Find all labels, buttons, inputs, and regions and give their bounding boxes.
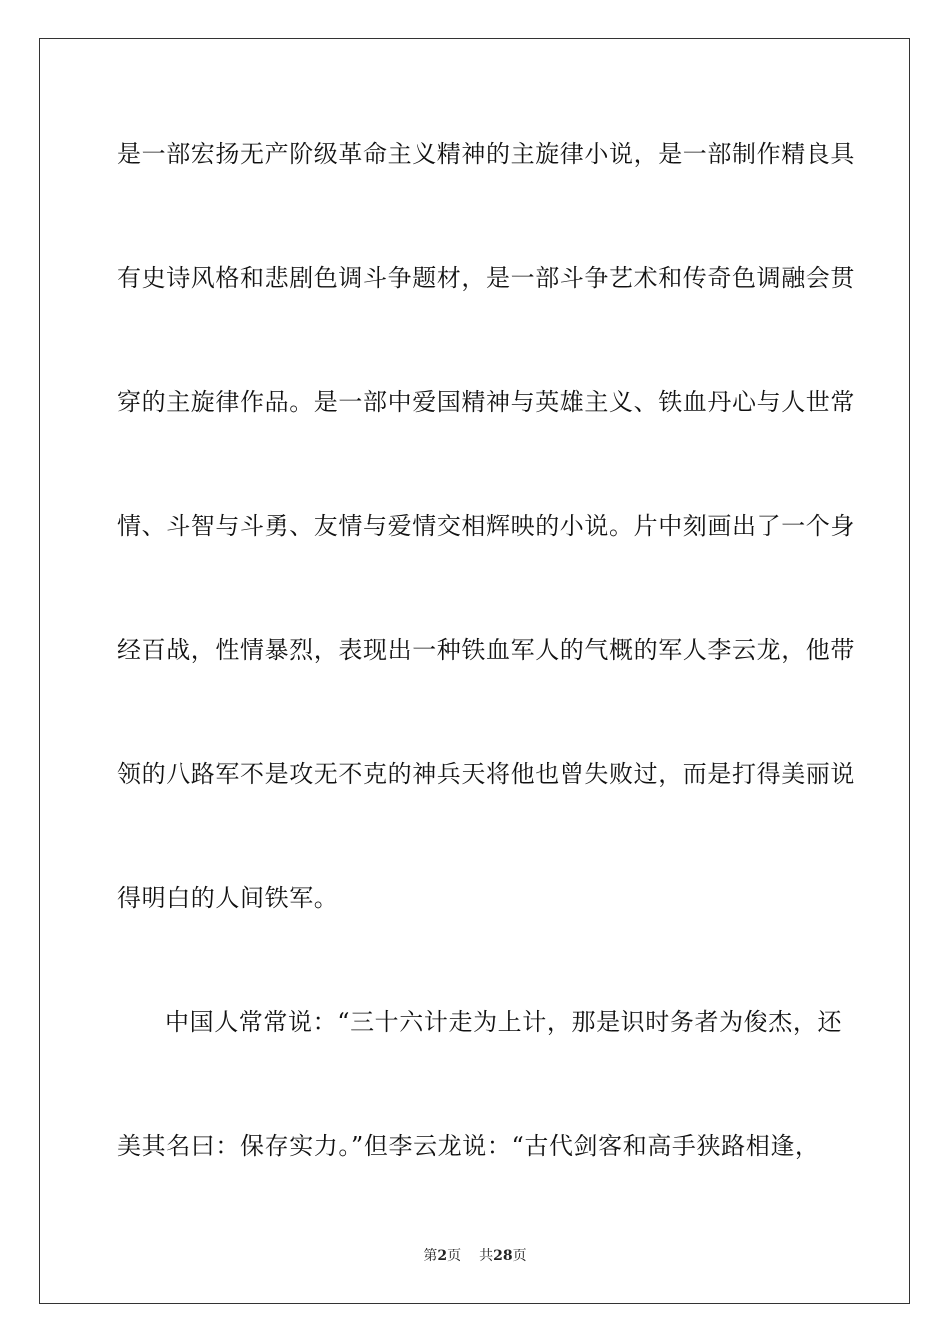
body-text-line: 情、斗智与斗勇、友情与爱情交相辉映的小说。片中刻画出了一个身 <box>117 512 855 540</box>
body-text-line: 是一部宏扬无产阶级革命主义精神的主旋律小说，是一部制作精良具 <box>117 140 855 168</box>
body-text-line: 经百战，性情暴烈，表现出一种铁血军人的气概的军人李云龙，他带 <box>117 636 855 664</box>
body-text-line: 有史诗风格和悲剧色调斗争题材，是一部斗争艺术和传奇色调融会贯 <box>117 264 855 292</box>
page-number: 2 <box>437 1248 448 1264</box>
page-prefix: 第 <box>423 1248 438 1264</box>
total-pages: 28 <box>493 1248 513 1264</box>
total-prefix: 共 <box>479 1248 494 1264</box>
page-suffix: 页 <box>447 1248 462 1264</box>
body-text-line: 穿的主旋律作品。是一部中爱国精神与英雄主义、铁血丹心与人世常 <box>117 388 855 416</box>
body-text-line: 领的八路军不是攻无不克的神兵天将他也曾失败过，而是打得美丽说 <box>117 760 855 788</box>
body-text-line: 得明白的人间铁军。 <box>117 884 339 912</box>
body-text-line: 美其名曰：保存实力。”但李云龙说：“古代剑客和高手狭路相逢， <box>117 1132 820 1160</box>
page-border <box>39 38 910 1304</box>
total-suffix: 页 <box>512 1248 527 1264</box>
page-footer <box>0 1247 950 1265</box>
body-text-line-indented: 中国人常常说：“三十六计走为上计，那是识时务者为俊杰，还 <box>165 1008 843 1036</box>
